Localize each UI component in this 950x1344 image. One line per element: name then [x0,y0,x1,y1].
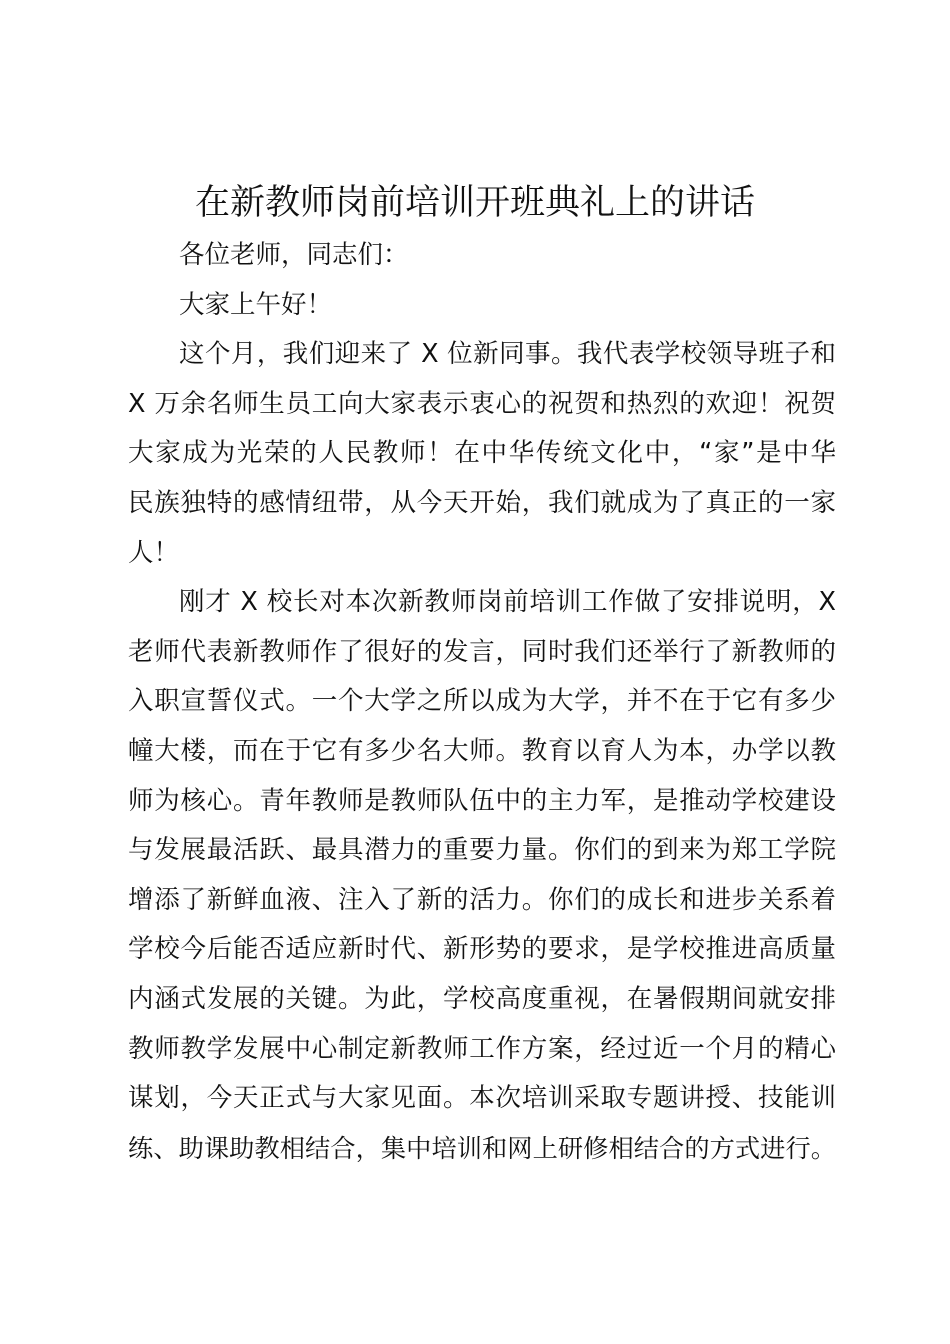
text-line: 学校今后能否适应新时代、新形势的要求，是学校推进高质量 [128,934,836,965]
text-line: 教师教学发展中心制定新教师工作方案，经过近一个月的精心 [128,1033,836,1064]
text-line: 各位老师，同志们： [179,240,409,270]
text-line: X 万余名师生员工向大家表示衷心的祝贺和热烈的欢迎！祝贺 [128,388,836,419]
text-line: 刚才 X 校长对本次新教师岗前培训工作做了安排说明，X [179,587,836,618]
text-line: 师为核心。青年教师是教师队伍中的主力军，是推动学校建设 [128,785,836,816]
document-body [128,231,836,1173]
document-title: 在新教师岗前培训开班典礼上的讲话 [194,183,755,223]
text-line: 大家成为光荣的人民教师！在中华传统文化中，“家”是中华 [128,438,836,469]
text-line: 增添了新鲜血液、注入了新的活力。你们的成长和进步关系着 [128,884,836,915]
text-line: 民族独特的感情纽带，从今天开始，我们就成为了真正的一家 [128,487,836,518]
text-line: 与发展最活跃、最具潜力的重要力量。你们的到来为郑工学院 [128,835,836,866]
text-line: 大家上午好！ [179,289,333,320]
text-line: 谋划，今天正式与大家见面。本次培训采取专题讲授、技能训 [128,1083,836,1114]
text-line: 这个月，我们迎来了 X 位新同事。我代表学校领导班子和 [179,339,836,370]
text-line: 老师代表新教师作了很好的发言，同时我们还举行了新教师的 [128,636,836,667]
text-line: 幢大楼，而在于它有多少名大师。教育以育人为本，办学以教 [128,735,836,766]
text-line: 练、助课助教相结合，集中培训和网上研修相结合的方式进行。 [128,1133,836,1163]
text-line: 内涵式发展的关键。为此，学校高度重视，在暑假期间就安排 [128,983,836,1014]
text-line: 入职宣誓仪式。一个大学之所以成为大学，并不在于它有多少 [128,686,836,717]
text-line: 人！ [128,537,180,568]
